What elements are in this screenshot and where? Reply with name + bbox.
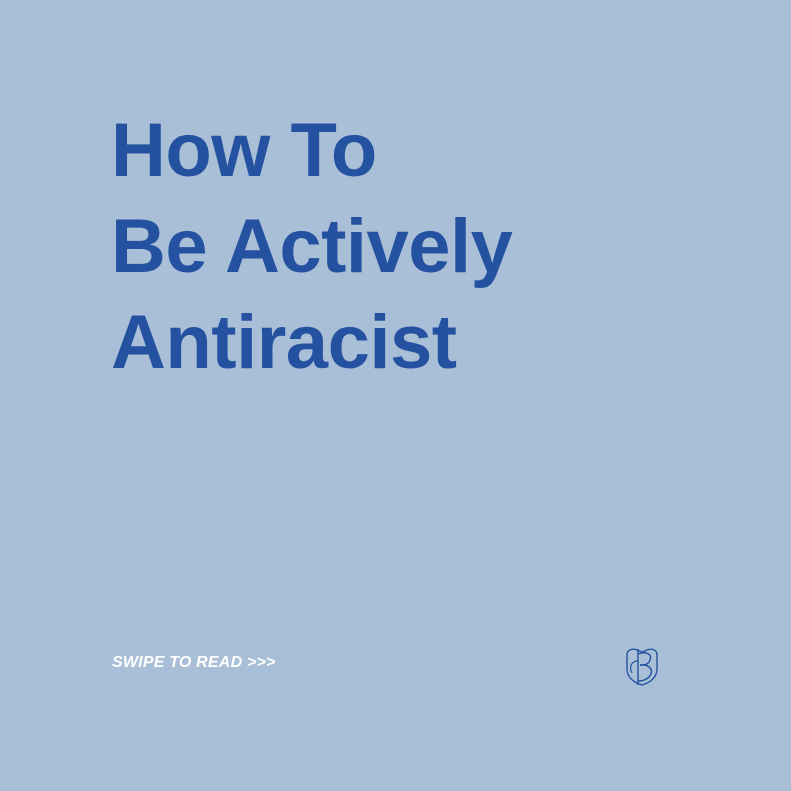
headline-line-3: Antiracist <box>111 300 457 385</box>
headline-line-1: How To <box>111 108 377 193</box>
headline <box>111 103 512 391</box>
swipe-to-read-link[interactable]: SWIPE TO READ >>> <box>112 654 276 671</box>
headline-line-2: Be Actively <box>111 204 513 289</box>
monogram-logo-icon <box>618 641 666 689</box>
